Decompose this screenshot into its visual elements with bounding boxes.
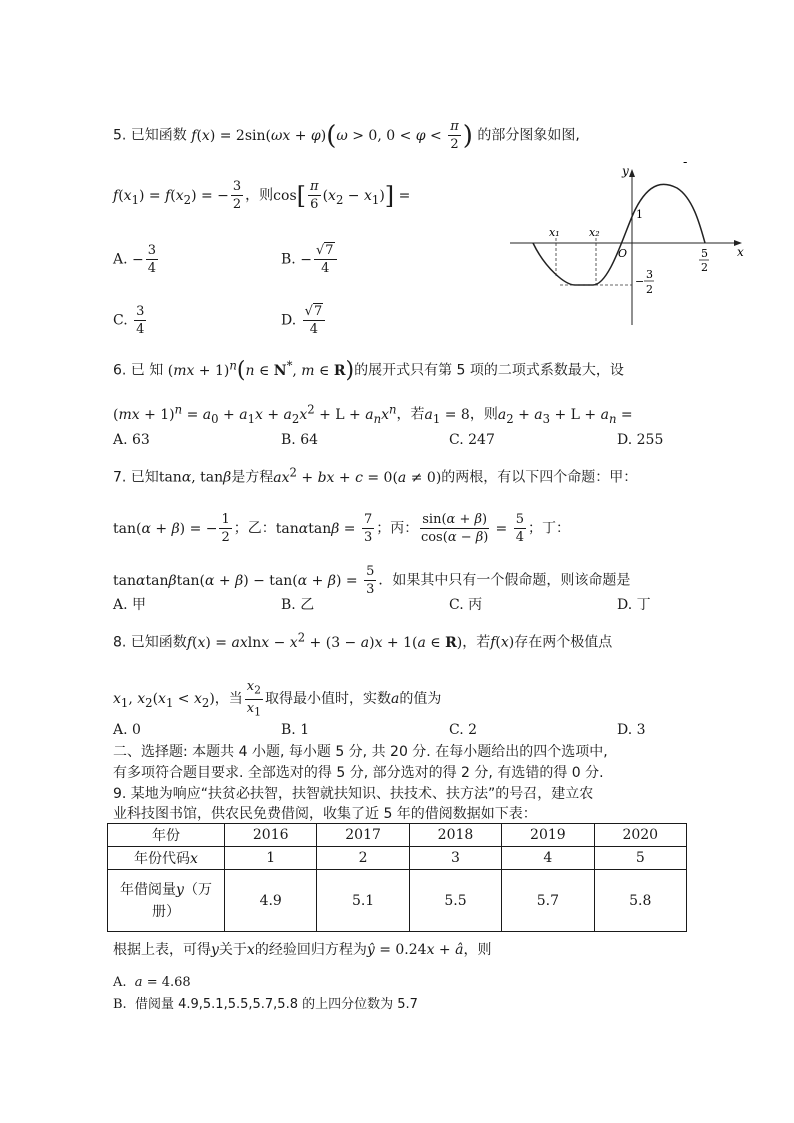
q8-points: $x_1$, $x_2(x_1 < x_2)$ [113,691,215,710]
q6-target: $a_2 + a_3 + L + a_n$ = [497,406,633,426]
table-cell: 4.9 [225,870,317,932]
q8-option-d[interactable]: D. 3 [617,722,646,738]
q5-option-a[interactable]: A. − $\frac{3}{4}$ [113,242,160,277]
table-row-volume [108,870,687,932]
q6-option-b[interactable]: B. 64 [281,432,319,448]
q9-option-b[interactable]: B. 借阅量 4.9,5.1,5.5,5.7,5.8 的上四分位数为 5.7 [113,997,418,1012]
table-cell: 2020 [594,824,686,847]
q7-option-d[interactable]: D. 丁 [617,597,651,613]
q6-option-d[interactable]: D. 255 [617,432,664,448]
table-cell: 2 [317,847,409,870]
table-cell: 2017 [317,824,409,847]
q5-option-d-value: $\frac{√7}{4}$ [301,313,328,329]
q5-option-a-value: − $\frac{3}{4}$ [132,243,157,276]
q7-line3: tanαtanβtan(α + β) − tan(α + β) = $\frac{5}{3}$ ．如果其中只有一个假命题，则该命题是 [113,564,631,597]
q5-option-d[interactable]: D. $\frac{√7}{4}$ [281,303,327,338]
q5-option-c-value: $\frac{3}{4}$ [136,304,145,337]
section2-line1: 二、选择题: 本题共 4 小题, 每小题 5 分, 共 20 分. 在每小题给出的四个选项中, [113,744,608,760]
table-cell: 2016 [225,824,317,847]
q6-expression: (mx + 1)$^n$(n ∈ N*, m ∈ R) [167,357,355,383]
q7-option-c[interactable]: C. 丙 [449,597,483,613]
q7-prop-yi: tanαtanβ = $\frac{7}{3}$ [275,512,373,545]
q8-option-a[interactable]: A. 0 [113,722,141,738]
q7-option-b[interactable]: B. 乙 [281,597,315,613]
q6-line2: $(mx + 1)^n = a_0 + a_1x + a_2x^2 + L + a_nx^n$，若$a_1 = 8$，则$a_2 + a_3 + L + a_n$ = [113,402,633,426]
tick-five: 5 [701,247,708,260]
table-cell: 5.1 [317,870,409,932]
y-axis-label: y [622,164,629,178]
table-cell: 4 [502,847,594,870]
x2-label: x₂ [589,226,600,239]
q7-prop-ding: tanαtanβtan(α + β) − tan(α + β) = $\frac{5}{3}$ [113,564,375,597]
q6-option-a[interactable]: A. 63 [113,432,150,448]
table-header-volume: 年借阅量y（万 册） [108,870,225,932]
q8-line2: $x_1$, $x_2(x_1 < x_2)$，当 $\frac{x_2}{x_1}$ 取得最小值时，实数a的值为 [113,679,442,719]
tick-minus: − [635,275,645,288]
table-header-code: 年份代码x [108,847,225,870]
q9-regression: ŷ = 0.24x + â [366,942,464,958]
table-cell: 2018 [409,824,501,847]
q5-line1: 5. 已知函数 f(x) = 2sin(ωx + φ)(ω > 0, 0 < φ < $\frac{\pi}{2}$ ) 的部分图象如图, [113,119,580,152]
q8-ratio: $\frac{x_2}{x_1}$ [246,679,262,719]
table-cell: 2019 [502,824,594,847]
section2-line2: 有多项符合题目要求. 全部选对的得 5 分, 部分选对的得 2 分, 有选错的得 0 分. [113,765,604,781]
q5-line2: $f(x_1) = f(x_2)$ = − $\frac{3}{2}$ ，则cos[ $\frac{\pi}{6}$ $(x_2 - x_1)$] = [113,179,411,212]
q6-line1: 6. 已 知 (mx + 1)$^n$(n ∈ N*, m ∈ R)的展开式只有第 5 项的二项式系数最大，设 [113,357,624,383]
q9-option-a-value: a = 4.68 [134,975,191,990]
q5-option-b-value: − $\frac{√7}{4}$ [300,252,338,268]
q8-line1: 8. 已知函数$f(x) = axlnx - x^2 + (3 - a)x + 1(a$ ∈ R)，若f(x)存在两个极值点 [113,630,613,651]
q5-option-c[interactable]: C. $\frac{3}{4}$ [113,303,148,338]
table-cell: 5 [594,847,686,870]
q5-expression: cos[ $\frac{\pi}{6}$ $(x_2 - x_1)$] = [273,179,411,212]
q5-function-def: f(x) = 2sin(ωx + φ)(ω > 0, 0 < φ < $\frac{\pi}{2}$ ) [191,119,473,152]
q9-option-a[interactable]: A. a = 4.68 [113,975,191,990]
q8-option-b[interactable]: B. 1 [281,722,310,738]
q7-option-a[interactable]: A. 甲 [113,597,147,613]
x-axis-label: x [737,245,744,259]
table-cell: 5.5 [409,870,501,932]
q9-line1: 9. 某地为响应“扶贫必扶智，扶智就扶知识、扶技术、扶方法”的号召，建立农 [113,786,594,802]
q7-equation: $ax^2$ + bx + c = 0(a ≠ 0) [273,465,442,486]
table-row-code [108,847,687,870]
tick-two-b: 2 [646,283,653,296]
q6-expansion: $(mx + 1)^n = a_0 + a_1x + a_2x^2 + L + a_nx^n$ [113,402,397,426]
q9-data-table [107,823,687,932]
q8-function-def: $f(x) = axlnx - x^2 + (3 - a)x + 1(a$ ∈ R) [186,630,463,651]
q8-option-c[interactable]: C. 2 [449,722,478,738]
table-cell: 3 [409,847,501,870]
table-row-year [108,824,687,847]
q7-prop-bing: $\frac{\sin(\alpha + \beta)}{\cos(\alpha - \beta)}$ = $\frac{5}{4}$ [420,512,524,545]
y-axis-arrow-icon [629,169,635,177]
q8-fx: f(x) [490,634,515,651]
graph-top-dash: - [683,155,688,170]
q6-given: $a_1 = 8$ [424,406,470,426]
q9-after-table: 根据上表，可得y关于x的经验回归方程为ŷ = 0.24x + â，则 [113,942,492,958]
table-cell: 1 [225,847,317,870]
q5-option-b[interactable]: B. − $\frac{√7}{4}$ [281,242,339,277]
q7-line1: 7. 已知tanα, tanβ是方程$ax^2$ + bx + c = 0(a ≠ 0)的两根，有以下四个命题：甲： [113,465,638,486]
x1-label: x₁ [549,226,560,239]
q7-prop-jia: tan(α + β) = − $\frac{1}{2}$ [113,512,230,545]
table-cell: 5.8 [594,870,686,932]
q7-roots: tanα, tanβ [158,469,232,486]
q9-line2: 业科技图书馆，供农民免费借阅，收集了近 5 年的借阅数据如下表： [113,806,537,822]
tick-three: 3 [646,268,653,281]
origin-label: O [618,247,628,260]
tick-two-a: 2 [701,261,708,274]
q6-option-c[interactable]: C. 247 [449,432,495,448]
y-intercept-label: 1 [636,208,643,221]
q7-line2: tan(α + β) = − $\frac{1}{2}$ ；乙：tanαtanβ = $\frac{7}{3}$ ；丙： $\frac{\sin(\alpha + \beta)}{\cos(\alpha - \beta)}$ = $\frac{5}{4}$ ；丁： [113,512,570,545]
q5-condition: $f(x_1) = f(x_2)$ = − $\frac{3}{2}$ [113,179,242,212]
q5-graph-figure [505,150,750,330]
table-cell: 5.7 [502,870,594,932]
table-header-year: 年份 [108,824,225,847]
